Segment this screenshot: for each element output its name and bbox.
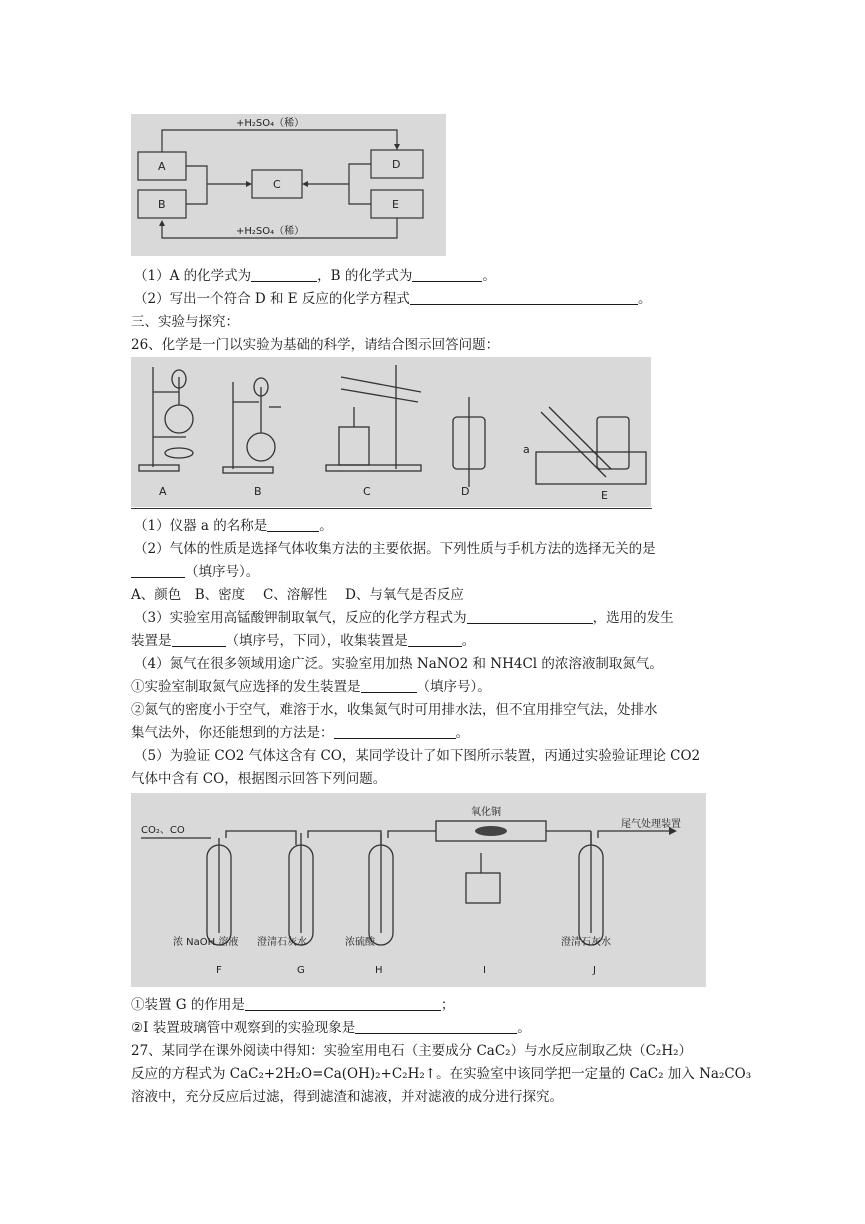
reaction-flow-diagram xyxy=(131,114,446,256)
co-verification-apparatus xyxy=(131,793,706,987)
box-e-label: E xyxy=(392,198,399,211)
content-h: 浓硫酸 xyxy=(345,937,375,948)
q27-line3: 溶液中，充分反应后过滤，得到滤渣和滤液，并对滤液的成分进行探究。 xyxy=(131,1089,563,1105)
fig-label-e: E xyxy=(601,489,608,502)
q26-stem: 26、化学是一门以实验为基础的科学，请结合图示回答问题： xyxy=(131,337,500,353)
q25-part2: （2）写出一个符合 D 和 E 反应的化学方程式 。 xyxy=(134,291,652,307)
reagent-bottom-label: +H₂SO₄（稀） xyxy=(236,226,305,237)
label-h: H xyxy=(375,965,383,976)
label-g: G xyxy=(297,965,305,976)
q26-part5-line1: （5）为验证 CO2 气体这含有 CO，某同学设计了如下图所示装置，丙通过实验验证理论 CO2 xyxy=(134,748,701,764)
answer-blank[interactable] xyxy=(172,632,226,647)
content-f: 浓 NaOH 溶液 xyxy=(173,937,239,948)
apparatus-figure-a-e xyxy=(131,357,651,507)
fig-label-c: C xyxy=(363,485,371,498)
label-i: I xyxy=(483,965,486,976)
q26-part2-line1: （2）气体的性质是选择气体收集方法的主要依据。下列性质与手机方法的选择无关的是 xyxy=(134,541,656,557)
answer-blank[interactable] xyxy=(408,632,462,647)
answer-blank[interactable] xyxy=(467,609,593,624)
fig-label-b: B xyxy=(254,485,262,498)
fig-label-d: D xyxy=(461,485,470,498)
answer-blank[interactable] xyxy=(245,996,441,1011)
answer-blank[interactable] xyxy=(361,678,417,693)
q25-p1-a: （1）A 的化学式为 xyxy=(134,268,252,284)
reagent-top-label: +H₂SO₄（稀） xyxy=(236,118,305,129)
q25-p1-b: ，B 的化学式为 xyxy=(317,268,413,284)
box-c-label: C xyxy=(273,178,281,191)
q25-part1: （1）A 的化学式为 ，B 的化学式为 。 xyxy=(134,268,496,284)
label-f: F xyxy=(216,965,222,976)
q26-g-question: ①装置 G 的作用是 ； xyxy=(131,997,455,1013)
q26-part3-line2: 装置是 （填序号，下同），收集装置是 。 xyxy=(131,633,476,649)
q26-part4-2-line1: ②氮气的密度小于空气，难溶于水，收集氮气时可用排水法，但不宜用排空气法，处排水 xyxy=(131,702,658,718)
q26-part3-line1: （3）实验室用高锰酸钾制取氧气，反应的化学方程式为 ，选用的发生 xyxy=(134,610,674,626)
answer-blank[interactable] xyxy=(355,1019,517,1034)
q26-part4-2-line2: 集气法外，你还能想到的方法是： 。 xyxy=(131,725,469,741)
label-j: J xyxy=(593,965,596,976)
answer-blank[interactable] xyxy=(334,724,456,739)
q26-part2-line2: （填序号）。 xyxy=(131,562,259,582)
divider xyxy=(131,508,652,509)
box-b-label: B xyxy=(158,198,166,211)
box-d-label: D xyxy=(392,158,401,171)
copper-oxide-label: 氧化铜 xyxy=(471,807,501,818)
q27-line1: 27、某同学在课外阅读中得知：实验室用电石（主要成分 CaC₂）与水反应制取乙炔（C₂H₂） xyxy=(131,1043,693,1059)
fig-label-a-instrument: a xyxy=(523,443,530,456)
outlet-label: 尾气处理装置 xyxy=(621,819,681,830)
q26-options: A、颜色 B、密度 C、溶解性 D、与氧气是否反应 xyxy=(131,587,464,603)
q26-part5-line2: 气体中含有 CO，根据图示回答下列问题。 xyxy=(131,771,387,787)
answer-blank[interactable] xyxy=(267,517,319,532)
content-j: 澄清石灰水 xyxy=(561,937,611,948)
q26-part4: （4）氮气在很多领域用途广泛。实验室用加热 NaNO2 和 NH4Cl 的浓溶液制取氮气。 xyxy=(134,656,663,672)
answer-blank[interactable] xyxy=(410,290,638,305)
fig-label-a: A xyxy=(159,485,167,498)
answer-blank[interactable] xyxy=(131,563,185,578)
content-g: 澄清石灰水 xyxy=(257,937,307,948)
answer-blank[interactable] xyxy=(251,267,317,282)
q27-line2: 反应的方程式为 CaC₂+2H₂O=Ca(OH)₂+C₂H₂↑。在实验室中该同学把一定量的 CaC₂ 加入 Na₂CO₃ xyxy=(131,1066,752,1082)
inlet-gas-label: CO₂、CO xyxy=(141,825,185,836)
section-heading: 三、实验与探究： xyxy=(131,314,239,330)
box-a-label: A xyxy=(158,160,166,173)
q26-part4-1: ①实验室制取氮气应选择的发生装置是 （填序号）。 xyxy=(131,679,491,695)
q26-part1: （1）仪器 a 的名称是 。 xyxy=(134,518,333,534)
answer-blank[interactable] xyxy=(412,267,482,282)
q26-i-question: ②I 装置玻璃管中观察到的实验现象是 。 xyxy=(131,1020,531,1036)
